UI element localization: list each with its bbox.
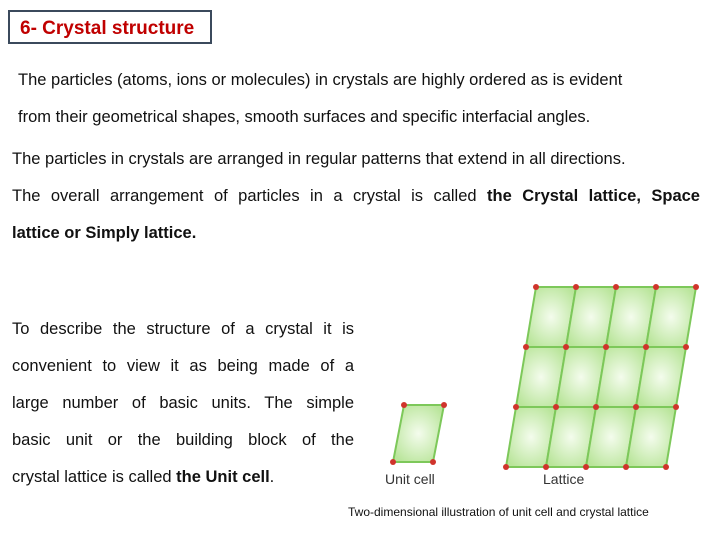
unit-cell-point-2 bbox=[441, 402, 447, 408]
lattice-point bbox=[663, 464, 669, 470]
lattice-point bbox=[593, 404, 599, 410]
lattice-point bbox=[543, 464, 549, 470]
lattice-point bbox=[693, 284, 699, 290]
lattice-point bbox=[573, 284, 579, 290]
lattice-point bbox=[533, 284, 539, 290]
lattice-label: Lattice bbox=[543, 471, 585, 487]
paragraph-unit-cell-line-2: convenient to view it as being made of a bbox=[12, 357, 354, 375]
paragraph-lattice bbox=[12, 141, 700, 252]
lattice-point bbox=[613, 284, 619, 290]
lattice-point bbox=[523, 344, 529, 350]
lattice-point bbox=[643, 344, 649, 350]
unit-cell-term: the Unit cell bbox=[176, 468, 270, 486]
paragraph-intro bbox=[18, 62, 708, 136]
lattice-point bbox=[583, 464, 589, 470]
unit-cell-shape bbox=[393, 405, 444, 462]
paragraph-unit-cell-period: . bbox=[269, 468, 275, 486]
unit-cell-point-1 bbox=[401, 402, 407, 408]
paragraph-intro-line-1: The particles (atoms, ions or molecules) in crystals are highly ordered as is evident bbox=[18, 71, 623, 89]
lattice-point bbox=[633, 404, 639, 410]
lattice-point bbox=[653, 284, 659, 290]
lattice-cell bbox=[626, 407, 676, 467]
figure-caption: Two-dimensional illustration of unit cell and crystal lattice bbox=[348, 505, 649, 519]
lattice-point bbox=[503, 464, 509, 470]
unit-cell-point-3 bbox=[430, 459, 436, 465]
paragraph-unit-cell-line-5 bbox=[12, 459, 354, 496]
lattice-point bbox=[553, 404, 559, 410]
simply-lattice-term: lattice or Simply lattice. bbox=[12, 224, 197, 242]
paragraph-unit-cell-line-4: basic unit or the building block of the bbox=[12, 431, 354, 449]
lattice-cell bbox=[646, 287, 696, 347]
page-title: 6- Crystal structure bbox=[20, 18, 195, 39]
lattice-point bbox=[673, 404, 679, 410]
lattice-point bbox=[623, 464, 629, 470]
title-box bbox=[8, 10, 212, 44]
lattice-point bbox=[563, 344, 569, 350]
paragraph-lattice-line-1: The particles in crystals are arranged in regular patterns that extend in all directions. bbox=[12, 150, 626, 168]
paragraph-lattice-line-3 bbox=[12, 215, 700, 252]
paragraph-unit-cell-line-5-text: crystal lattice is called bbox=[12, 468, 172, 486]
lattice-point bbox=[513, 404, 519, 410]
lattice-cell bbox=[636, 347, 686, 407]
unit-cell-point-4 bbox=[390, 459, 396, 465]
crystal-lattice-term: the Crystal lattice, Space bbox=[487, 187, 700, 205]
paragraph-lattice-line-2 bbox=[12, 178, 700, 215]
paragraph-lattice-line-2-text: The overall arrangement of particles in a crystal is called bbox=[12, 187, 477, 205]
paragraph-unit-cell-line-3: large number of basic units. The simple bbox=[12, 394, 354, 412]
unit-cell-label: Unit cell bbox=[385, 471, 435, 487]
lattice-point bbox=[683, 344, 689, 350]
lattice-point bbox=[603, 344, 609, 350]
unit-cell-diagram bbox=[390, 402, 447, 465]
paragraph-unit-cell-line-1: To describe the structure of a crystal it is bbox=[12, 320, 354, 338]
lattice-diagram bbox=[503, 284, 699, 470]
paragraph-intro-line-2: from their geometrical shapes, smooth surfaces and specific interfacial angles. bbox=[18, 108, 591, 126]
lattice-figure bbox=[378, 278, 708, 493]
paragraph-unit-cell bbox=[12, 311, 354, 496]
